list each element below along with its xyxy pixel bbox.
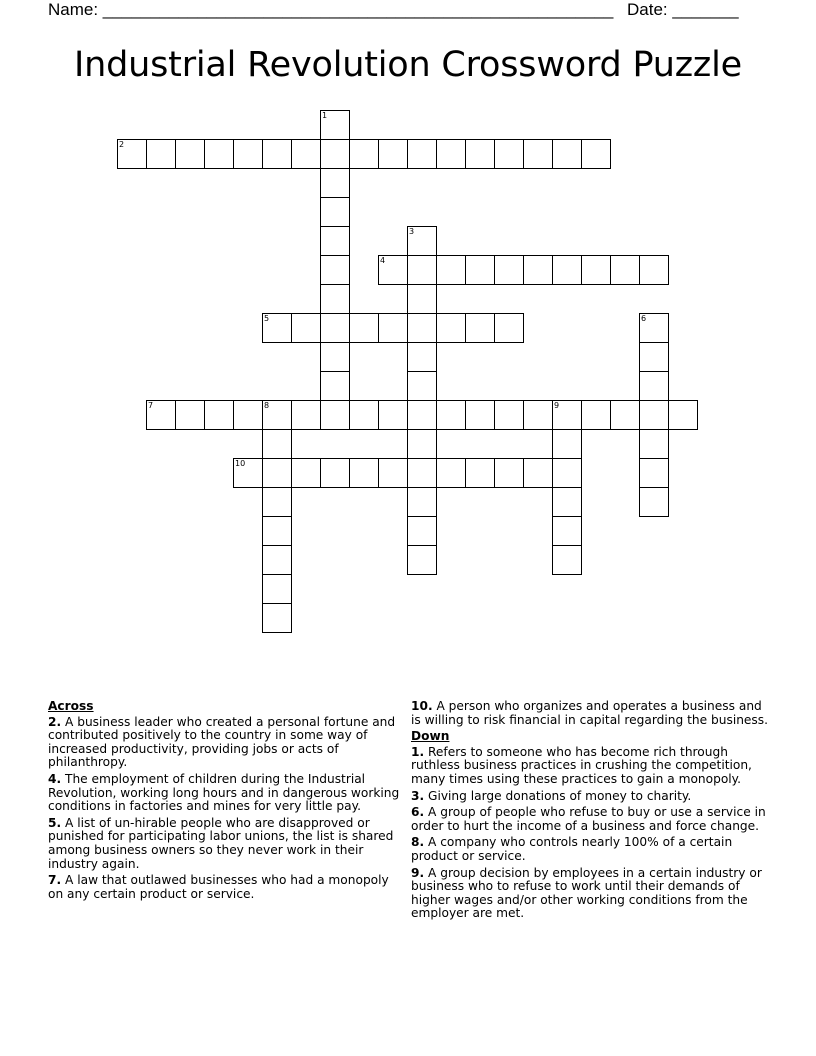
grid-cell[interactable] (349, 458, 379, 488)
clue-number-label: 10 (235, 459, 246, 468)
grid-cell[interactable] (291, 313, 321, 343)
grid-cell[interactable] (262, 139, 292, 169)
clue-text: Refers to someone who has become rich through ruthless business practices in crushing the competition, many times using these practices to gain a monopoly. (411, 744, 752, 786)
grid-cell[interactable] (407, 342, 437, 372)
clue-number: 9. (411, 865, 425, 880)
clue-number-label: 7 (148, 401, 154, 410)
clue-number-label: 4 (380, 256, 386, 265)
clue-text: A business leader who created a personal fortune and contributed positively to the country in some way of increased productivity, providing jobs or acts of philanthropy. (48, 714, 396, 770)
grid-cell[interactable] (639, 429, 669, 459)
grid-cell[interactable] (552, 139, 582, 169)
grid-cell[interactable] (436, 255, 466, 285)
grid-cell[interactable] (494, 255, 524, 285)
clue-down-6 (411, 806, 769, 833)
clue-number-label: 3 (409, 227, 415, 236)
grid-cell[interactable] (349, 313, 379, 343)
clue-across-4 (48, 773, 406, 814)
grid-cell[interactable] (465, 255, 495, 285)
clue-text: A list of un-hirable people who are disapproved or punished for participating labor unions, the list is shared among business owners so they never work in their industry again. (48, 815, 394, 871)
grid-cell[interactable] (407, 487, 437, 517)
grid-cell[interactable] (523, 400, 553, 430)
clues-left-column (48, 700, 406, 904)
grid-cell[interactable] (407, 139, 437, 169)
grid-cell[interactable] (262, 487, 292, 517)
clue-text: A company who controls nearly 100% of a certain product or service. (411, 835, 733, 863)
clue-text: A person who organizes and operates a business and is willing to risk financial in capital regarding the business. (411, 699, 769, 727)
grid-cell[interactable] (262, 458, 292, 488)
grid-cell[interactable] (494, 313, 524, 343)
grid-cell[interactable] (320, 284, 350, 314)
clue-number: 5. (48, 815, 62, 830)
clue-across-10 (411, 700, 769, 727)
grid-cell[interactable] (465, 139, 495, 169)
grid-cell[interactable] (291, 458, 321, 488)
clue-across-7 (48, 874, 406, 901)
grid-cell[interactable] (262, 574, 292, 604)
date-field[interactable]: Date: _______ (627, 0, 739, 19)
grid-cell[interactable] (610, 255, 640, 285)
clue-number: 10. (411, 699, 433, 713)
grid-cell[interactable] (523, 255, 553, 285)
grid-cell[interactable] (407, 284, 437, 314)
grid-cell[interactable] (639, 371, 669, 401)
grid-cell[interactable] (407, 371, 437, 401)
grid-cell[interactable] (291, 139, 321, 169)
clue-text: Giving large donations of money to charity. (428, 788, 692, 803)
grid-cell[interactable] (581, 139, 611, 169)
grid-cell[interactable] (233, 139, 263, 169)
grid-cell[interactable] (407, 255, 437, 285)
page-title: Industrial Revolution Crossword Puzzle (74, 45, 742, 85)
clue-number-label: 1 (322, 111, 328, 120)
grid-cell[interactable] (320, 168, 350, 198)
clue-number: 3. (411, 788, 425, 803)
grid-cell[interactable] (262, 516, 292, 546)
grid-cell[interactable] (523, 139, 553, 169)
grid-cell[interactable] (320, 458, 350, 488)
name-field[interactable]: Name: ______________________________________________________ (48, 0, 614, 19)
grid-cell[interactable] (407, 458, 437, 488)
clue-number: 8. (411, 835, 425, 850)
clue-number: 6. (411, 805, 425, 820)
across-heading: Across (48, 699, 94, 713)
grid-cell[interactable] (291, 400, 321, 430)
clue-text: The employment of children during the Industrial Revolution, working long hours and in dangerous working conditions in factories and mines for very little pay. (48, 771, 400, 814)
grid-cell[interactable] (407, 313, 437, 343)
grid-cell[interactable] (378, 313, 408, 343)
grid-cell[interactable] (262, 429, 292, 459)
clue-text: A law that outlawed businesses who had a monopoly on any certain product or service. (48, 873, 389, 901)
grid-cell[interactable] (552, 545, 582, 575)
grid-cell[interactable] (523, 458, 553, 488)
grid-cell[interactable] (378, 400, 408, 430)
clue-number-label: 6 (641, 314, 647, 323)
grid-cell[interactable] (320, 139, 350, 169)
grid-cell[interactable] (320, 255, 350, 285)
clue-number: 4. (48, 771, 62, 786)
grid-cell[interactable] (436, 139, 466, 169)
grid-cell[interactable] (320, 371, 350, 401)
grid-cell[interactable] (320, 313, 350, 343)
clue-down-9 (411, 867, 769, 921)
grid-cell[interactable] (204, 400, 234, 430)
grid-cell[interactable] (639, 342, 669, 372)
grid-cell[interactable] (320, 197, 350, 227)
clue-number: 1. (411, 744, 425, 759)
grid-cell[interactable] (639, 400, 669, 430)
grid-cell[interactable] (175, 400, 205, 430)
clues-right-column (411, 700, 769, 924)
grid-cell[interactable] (349, 400, 379, 430)
grid-cell[interactable] (552, 458, 582, 488)
grid-cell[interactable] (262, 603, 292, 633)
grid-cell[interactable] (407, 545, 437, 575)
grid-cell[interactable] (581, 400, 611, 430)
grid-cell[interactable] (320, 342, 350, 372)
grid-cell[interactable] (407, 429, 437, 459)
grid-cell[interactable] (552, 487, 582, 517)
grid-cell[interactable] (552, 516, 582, 546)
clue-number-label: 5 (264, 314, 270, 323)
grid-cell[interactable] (349, 139, 379, 169)
grid-cell[interactable] (436, 400, 466, 430)
grid-cell[interactable] (610, 400, 640, 430)
clue-number-label: 8 (264, 401, 270, 410)
grid-cell[interactable] (436, 313, 466, 343)
grid-cell[interactable] (494, 139, 524, 169)
grid-cell[interactable] (320, 226, 350, 256)
grid-cell[interactable] (465, 313, 495, 343)
grid-cell[interactable] (320, 400, 350, 430)
clue-down-1 (411, 746, 769, 787)
grid-cell[interactable] (175, 139, 205, 169)
clue-text: A group of people who refuse to buy or use a service in order to hurt the income of a business and force change. (411, 805, 766, 833)
grid-cell[interactable] (581, 255, 611, 285)
grid-cell[interactable] (262, 545, 292, 575)
grid-cell[interactable] (378, 458, 408, 488)
grid-cell[interactable] (407, 400, 437, 430)
grid-cell[interactable] (465, 458, 495, 488)
grid-cell[interactable] (552, 429, 582, 459)
clue-down-8 (411, 836, 769, 863)
clue-across-5 (48, 817, 406, 871)
grid-cell[interactable] (407, 516, 437, 546)
grid-cell[interactable] (146, 139, 176, 169)
grid-cell[interactable] (494, 400, 524, 430)
grid-cell[interactable] (639, 458, 669, 488)
grid-cell[interactable] (668, 400, 698, 430)
clue-text: A group decision by employees in a certain industry or business who to refuse to work until their demands of higher wages and/or other working conditions from the employer are met. (411, 865, 762, 921)
clue-down-3 (411, 790, 769, 804)
grid-cell[interactable] (378, 139, 408, 169)
clue-number-label: 2 (119, 140, 125, 149)
clue-number: 2. (48, 714, 62, 729)
grid-cell[interactable] (436, 458, 466, 488)
clue-number-label: 9 (554, 401, 560, 410)
grid-cell[interactable] (552, 255, 582, 285)
grid-cell[interactable] (639, 487, 669, 517)
grid-cell[interactable] (494, 458, 524, 488)
clue-number: 7. (48, 873, 62, 888)
clue-across-2 (48, 716, 406, 770)
grid-cell[interactable] (204, 139, 234, 169)
grid-cell[interactable] (639, 255, 669, 285)
down-heading: Down (411, 729, 450, 744)
grid-cell[interactable] (233, 400, 263, 430)
grid-cell[interactable] (465, 400, 495, 430)
